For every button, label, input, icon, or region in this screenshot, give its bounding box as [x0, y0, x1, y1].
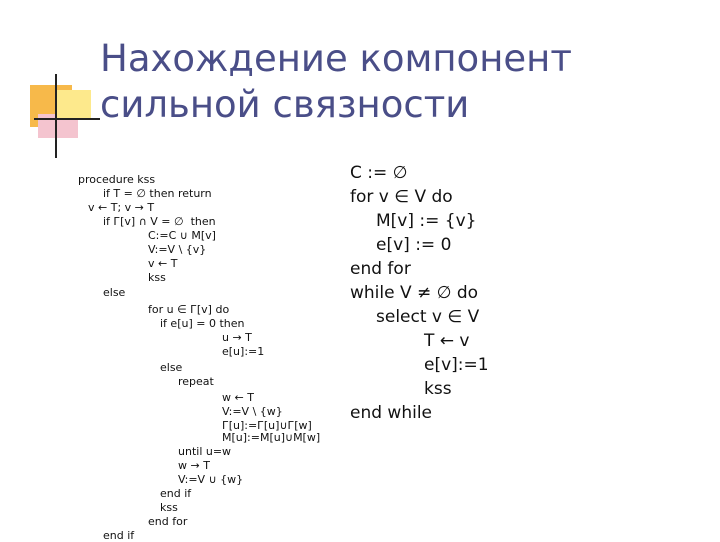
code-line: Г[u]:=Г[u]∪Г[w] [222, 419, 312, 432]
code-line: if e[u] = 0 then [160, 317, 245, 330]
code-line: end if [103, 529, 135, 542]
algo-line: end while [350, 403, 433, 423]
procedure-code [0, 0, 340, 540]
algo-line: while V ≠ ∅ do [350, 283, 479, 303]
algo-line: M[v] := {v} [376, 211, 477, 231]
code-line: M[u]:=M[u]∪M[w] [222, 431, 321, 444]
code-line: until u=w [178, 445, 232, 458]
algo-line: end for [350, 259, 411, 279]
code-line: e[u]:=1 [222, 345, 265, 358]
algo-line: select v ∈ V [376, 307, 480, 327]
code-line: if Г[v] ∩ V = ∅ then [103, 215, 216, 228]
slide-title: Нахождение компонент сильной связности [100, 37, 572, 126]
code-line: w → T [178, 459, 210, 472]
code-line: else [160, 361, 183, 374]
code-line: V:=V \ {w} [222, 405, 283, 418]
code-line: V:=V ∪ {w} [178, 473, 244, 486]
code-line: kss [160, 501, 178, 514]
code-line: repeat [178, 375, 214, 388]
code-line: kss [148, 271, 166, 284]
code-line: v ← T; v → T [88, 201, 155, 214]
code-line: C:=C ∪ M[v] [148, 229, 216, 242]
code-line: V:=V \ {v} [148, 243, 207, 256]
algo-line: e[v]:=1 [424, 355, 489, 375]
algo-line: for v ∈ V do [350, 187, 453, 207]
code-line: else [103, 286, 126, 299]
algo-line: kss [424, 379, 452, 399]
code-line: for u ∈ Г[v] do [148, 303, 230, 316]
code-line: end if [160, 487, 192, 500]
algo-line: C := ∅ [350, 163, 408, 183]
algo-line: e[v] := 0 [376, 235, 452, 255]
code-line: w ← T [222, 391, 254, 404]
code-line: if T = ∅ then return [103, 187, 212, 200]
code-line: procedure kss [78, 173, 156, 186]
algo-line: T ← v [424, 331, 470, 351]
code-line: v ← T [148, 257, 178, 270]
code-line: end for [148, 515, 188, 528]
code-line: u → T [222, 331, 252, 344]
